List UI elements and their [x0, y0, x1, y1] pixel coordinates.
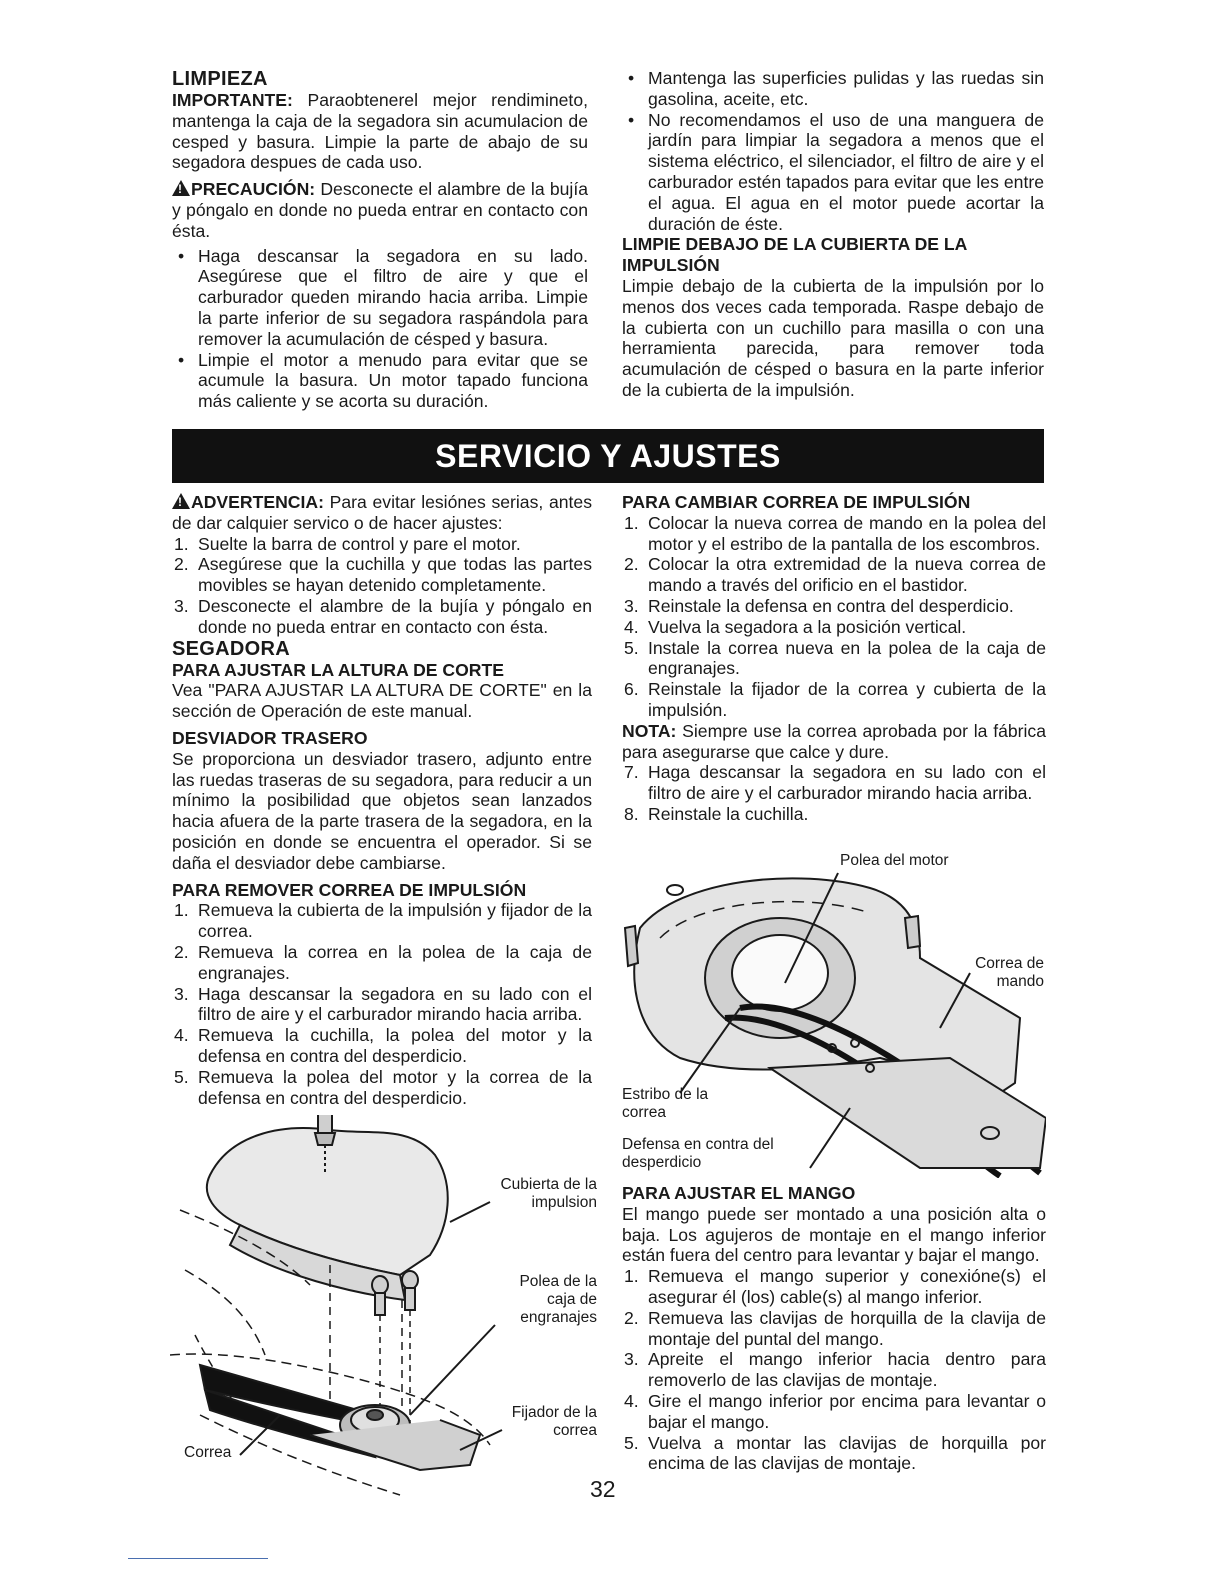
mango-steps	[622, 1266, 1046, 1474]
step-text: Gire el mango inferior por encima para levantar o bajar el mango.	[648, 1390, 1046, 1432]
limpieza-right-bullet-list	[622, 68, 1044, 234]
step-text: Colocar la otra extremidad de la nueva correa de mando a través del orificio en el bastidor.	[648, 554, 1046, 596]
step-text: Reinstale la fijador de la correa y cubierta de la impulsión.	[648, 679, 1046, 720]
limpieza-title: LIMPIEZA	[172, 68, 268, 90]
limpieza-bullet-list	[172, 246, 588, 412]
mango-title: PARA AJUSTAR EL MANGO	[622, 1183, 856, 1203]
list-item: 2. Asegúrese que la cuchilla y que todas las partes movibles se hayan detenido completamente.	[174, 554, 592, 596]
remover-steps	[172, 900, 592, 1108]
limpieza-right-section	[622, 68, 1044, 401]
label-estribo: Estribo de la correa	[622, 1086, 709, 1121]
cambiar-steps-b	[622, 762, 1046, 824]
label-correa-mando: Correa de mando	[975, 955, 1044, 990]
step-text: Remueva el mango superior y conexióne(s) el asegurar él (los) cable(s) al mango inferior.	[648, 1266, 1046, 1307]
list-item: 3. Reinstale la defensa en contra del desperdicio.	[624, 595, 1014, 616]
step-text: Haga descansar la segadora en su lado con el filtro de aire y el carburador mirando hacia arriba.	[648, 762, 1046, 804]
step-text: Desconecte el alambre de la bujía y póngalo en donde no pueda entrar en contacto con ésta.	[198, 595, 592, 637]
servicio-right-section	[622, 492, 1046, 825]
list-item: 4. Vuelva la segadora a la posición vertical.	[624, 616, 967, 637]
precaucion-text: Desconecte el alambre de la bujía y póngalo en donde no pueda entrar en contacto con ésta.	[172, 179, 588, 241]
mango-section	[622, 1183, 1046, 1474]
step-text: Suelte la barra de control y pare el motor.	[198, 533, 521, 554]
step-text: Apreite el mango inferior hacia dentro para removerlo de las clavijas de montaje.	[648, 1349, 1046, 1391]
list-item: 2. Remueva las clavijas de horquilla de la clavija de montaje del puntal del mango.	[624, 1307, 1046, 1349]
list-item: 5. Vuelva a montar las clavijas de horquilla por encima de las clavijas de montaje.	[624, 1432, 1046, 1474]
list-item: 2. Colocar la otra extremidad de la nueva correa de mando a través del orificio en el bastidor.	[624, 554, 1046, 596]
list-item: • Limpie el motor a menudo para evitar que se acumule la basura. Un motor tapado funciona más caliente y se acorta su duración.	[172, 350, 588, 412]
label-polea-motor: Polea del motor	[840, 852, 949, 869]
step-text: Instale la correa nueva en la polea de la caja de engranajes.	[648, 637, 1046, 679]
step-text: Haga descansar la segadora en su lado con el filtro de aire y el carburador mirando hacia arriba.	[198, 983, 592, 1025]
step-text: Asegúrese que la cuchilla y que todas las partes movibles se hayan detenido completamente.	[198, 554, 592, 596]
list-item: 2. Remueva la correa en la polea de la caja de engranajes.	[174, 941, 592, 983]
altura-paragraph: Vea "PARA AJUSTAR LA ALTURA DE CORTE" en la sección de Operación de este manual.	[172, 680, 592, 722]
step-text: Reinstale la defensa en contra del desperdicio.	[648, 595, 1014, 616]
list-item: 6. Reinstale la fijador de la correa y cubierta de la impulsión.	[624, 679, 1046, 720]
advertencia-steps	[172, 534, 592, 638]
step-text: Colocar la nueva correa de mando en la polea del motor y el estribo de la pantalla de los escombros.	[648, 512, 1046, 554]
nota-label: NOTA:	[622, 720, 677, 741]
list-item: 3. Haga descansar la segadora en su lado con el filtro de aire y el carburador mirando hacia arriba.	[174, 983, 592, 1025]
nota-text: Siempre use la correa aprobada por la fábrica para asegurarse que calce y dure.	[622, 720, 1046, 762]
importante-label: IMPORTANTE:	[172, 90, 293, 110]
label-cubierta: Cubierta de la impulsion	[500, 1176, 597, 1211]
step-text: Vuelva la segadora a la posición vertical.	[648, 616, 967, 637]
step-text: Reinstale la cuchilla.	[648, 803, 809, 824]
list-item: 4. Remueva la cuchilla, la polea del motor y la defensa en contra del desperdicio.	[174, 1025, 592, 1066]
limpieza-section	[172, 68, 588, 412]
page-number: 32	[590, 1476, 616, 1502]
cambiar-title: PARA CAMBIAR CORREA DE IMPULSIÓN	[622, 492, 971, 512]
cambiar-steps-a	[622, 513, 1046, 721]
mango-paragraph: El mango puede ser montado a una posición alta o baja. Los agujeros de montaje en el mango inferior están fuera del centro para levantar y bajar el mango.	[622, 1203, 1046, 1266]
desviador-paragraph: Se proporciona un desviador trasero, adjunto entre las ruedas traseras de su segadora, para reducir a un mínimo la posibilidad que objetos sean lanzados hacia afuera de la parte trasera de la segadora, en la posición en donde se encuentra el operador. Si se daña el desviador debe cambiarse.	[172, 748, 592, 873]
importante-text: Paraobtenerel mejor rendimineto, mantenga la caja de la segadora sin acumulacion de cesped y basura. Limpie la parte de abajo de su segadora despues de cada uso.	[172, 90, 588, 173]
limpie-title: LIMPIE DEBAJO DE LA CUBIERTA DE LA IMPULSIÓN	[622, 234, 967, 276]
engine-pulley-illustration	[620, 868, 1046, 1178]
step-text: Remueva la polea del motor y la correa de la defensa en contra del desperdicio.	[198, 1066, 592, 1108]
label-correa: Correa	[184, 1444, 232, 1461]
list-item: 7. Haga descansar la segadora en su lado con el filtro de aire y el carburador mirando hacia arriba.	[624, 762, 1046, 804]
importante-paragraph	[172, 90, 588, 173]
step-text: Remueva la cubierta de la impulsión y fijador de la correa.	[198, 900, 592, 942]
advertencia-label: ADVERTENCIA:	[191, 492, 324, 512]
list-item: 1. Remueva el mango superior y conexióne(s) el asegurar él (los) cable(s) al mango inferior.	[624, 1266, 1046, 1307]
list-item: • Mantenga las superficies pulidas y las ruedas sin gasolina, aceite, etc.	[622, 68, 1044, 110]
list-item: 1. Remueva la cubierta de la impulsión y fijador de la correa.	[174, 900, 592, 942]
segadora-title: SEGADORA	[172, 637, 290, 660]
warning-icon	[172, 180, 190, 196]
list-item: 5. Instale la correa nueva en la polea de la caja de engranajes.	[624, 637, 1046, 679]
remover-title: PARA REMOVER CORREA DE IMPULSIÓN	[172, 879, 527, 900]
label-polea-caja: Polea de la caja de engranajes	[519, 1273, 597, 1326]
limpie-paragraph: Limpie debajo de la cubierta de la impulsión por lo menos dos veces cada temporada. Raspe debajo de la cubierta con un cuchillo para masilla o con una herramienta parecida, para remover toda acumulación de césped o basura en la parte inferior de la cubierta de la impulsión.	[622, 275, 1044, 400]
step-text: Remueva la correa en la polea de la caja de engranajes.	[198, 941, 592, 983]
list-item: 3. Apreite el mango inferior hacia dentro para removerlo de las clavijas de montaje.	[624, 1349, 1046, 1391]
altura-title: PARA AJUSTAR LA ALTURA DE CORTE	[172, 659, 504, 680]
nota-paragraph	[622, 721, 1046, 763]
list-item: • No recomendamos el uso de una manguera de jardín para limpiar la segadora a menos que el sistema eléctrico, el silenciador, el filtro de aire y el carburador estén tapados para evitar que les entre el agua. El agua en el motor puede acortar la duración de éste.	[622, 110, 1044, 235]
step-text: Remueva la cuchilla, la polea del motor y la defensa en contra del desperdicio.	[198, 1025, 592, 1066]
advertencia-paragraph	[172, 492, 592, 534]
list-item: 1. Suelte la barra de control y pare el motor.	[174, 533, 521, 554]
list-item: 8. Reinstale la cuchilla.	[624, 803, 809, 824]
footer-divider	[128, 1558, 268, 1559]
label-fijador: Fijador de la correa	[511, 1404, 597, 1439]
desviador-title: DESVIADOR TRASERO	[172, 727, 368, 748]
servicio-left-section	[172, 492, 592, 1108]
label-defensa: Defensa en contra del desperdicio	[622, 1136, 774, 1171]
precaucion-paragraph	[172, 179, 588, 241]
section-banner: SERVICIO Y AJUSTES	[172, 429, 1044, 483]
step-text: Vuelva a montar las clavijas de horquilla por encima de las clavijas de montaje.	[648, 1432, 1046, 1474]
list-item: 1. Colocar la nueva correa de mando en la polea del motor y el estribo de la pantalla de los escombros.	[624, 512, 1046, 554]
list-item: • Haga descansar la segadora en su lado. Asegúrese que el filtro de aire y que el carburador queden mirando hacia arriba. Limpie la parte inferior de su segadora raspándola para remover la acumulación de césped y basura.	[172, 246, 588, 350]
list-item: 4. Gire el mango inferior por encima para levantar o bajar el mango.	[624, 1390, 1046, 1432]
list-item: 3. Desconecte el alambre de la bujía y póngalo en donde no pueda entrar en contacto con ésta.	[174, 595, 592, 637]
step-text: Remueva las clavijas de horquilla de la clavija de montaje del puntal del mango.	[648, 1307, 1046, 1349]
advertencia-text: Para evitar lesiónes serias, antes de dar calquier servico o de hacer ajustes:	[172, 492, 592, 533]
list-item: 5. Remueva la polea del motor y la correa de la defensa en contra del desperdicio.	[174, 1066, 592, 1108]
precaucion-label: PRECAUCIÓN:	[191, 179, 316, 200]
warning-icon	[172, 493, 190, 509]
